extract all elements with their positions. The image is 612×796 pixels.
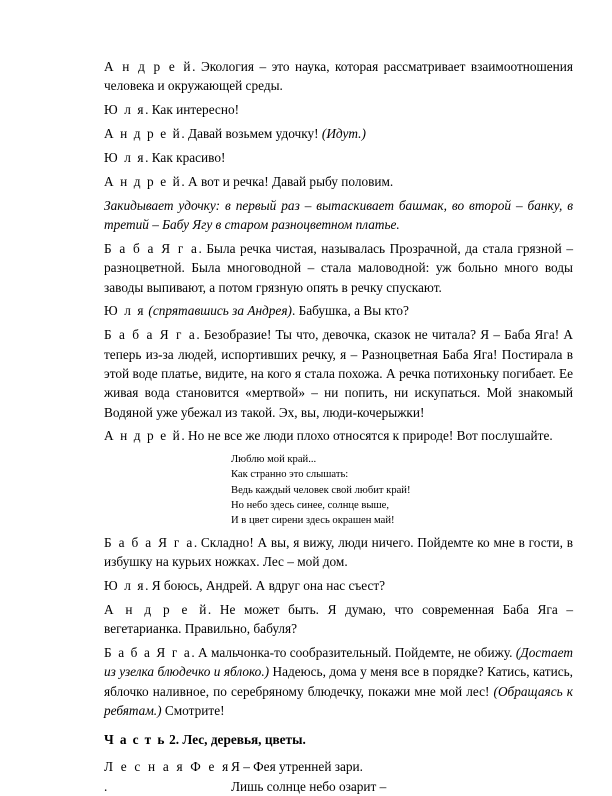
line-andrey-4: А н д р е й. Но не все же люди плохо относятся к природе! Вот послушайте. bbox=[104, 428, 553, 444]
poem-line: Люблю мой край... bbox=[231, 453, 317, 465]
line-baba-1: Б а б а Я г а. Была речка чистая, называлась Прозрачной, да стала грязной – разноцветной. Была многоводной – стала маловодной: уж больно много воды заводы выпивают, а потом грязную опять в речку спускают. bbox=[104, 240, 573, 295]
line-yulia-3: Ю л я (спрятавшись за Андрея). Бабушка, а Вы кто? bbox=[104, 303, 409, 319]
line-yulia-2: Ю л я. Как красиво! bbox=[104, 149, 226, 165]
line-baba-3: Б а б а Я г а. Складно! А вы, я вижу, люди ничего. Пойдемте ко мне в гости, в избушку на курьих ножках. Лес – мой дом. bbox=[104, 534, 573, 570]
fairy-verse bbox=[231, 757, 386, 796]
poem-line: И в цвет сирени здесь окрашен май! bbox=[231, 515, 395, 527]
line-andrey-3: А н д р е й. А вот и речка! Давай рыбу половим. bbox=[104, 173, 394, 189]
line-fairy bbox=[104, 757, 573, 796]
line-yulia-1: Ю л я. Как интересно! bbox=[104, 102, 240, 118]
verse-line: Я – Фея утренней зари. bbox=[231, 759, 364, 775]
section-heading: Ч а с т ь 2. Лес, деревья, цветы. bbox=[104, 732, 306, 748]
poem bbox=[231, 452, 573, 529]
line-andrey-2: А н д р е й. Давай возьмем удочку! (Идут.) bbox=[104, 126, 366, 142]
line-andrey-1: А н д р е й. Экология – это наука, которая рассматривает взаимоотношения человека и окружающей среды. bbox=[104, 59, 574, 94]
line-yulia-4: Ю л я. Я боюсь, Андрей. А вдруг она нас съест? bbox=[104, 577, 386, 593]
line-baba-2: Б а б а Я г а. Безобразие! Ты что, девочка, сказок не читала? Я – Баба Яга! А теперь из-за людей, испортивших речку, я – Разноцветная Баба Яга! Постирала в этой воде платье, видите, на кого я стала похожа. А речка потихоньку погибает. Ее живая вода становится «мертвой» – ни попить, ни искупаться. Мой знакомый Водяной уже убежал из такой. Эх, вы, люди-кочерыжки! bbox=[104, 327, 573, 420]
line-andrey-5: А н д р е й. Не может быть. Я думаю, что современная Баба Яга – вегетарианка. Правильно, бабуля? bbox=[104, 601, 574, 637]
fairy-speaker: Л е с н а я Ф е я . bbox=[104, 759, 231, 794]
poem-line: Как странно это слышать: bbox=[231, 469, 349, 481]
poem-line: Ведь каждый человек свой любит край! bbox=[231, 484, 411, 496]
stage-direction: Закидывает удочку: в первый раз – вытаскивает башмак, во второй – банку, в третий – Бабу Ягу в старом разноцветном платье. bbox=[104, 197, 573, 233]
poem-line: Но небо здесь синее, солнце выше, bbox=[231, 499, 390, 511]
line-baba-4: Б а б а Я г а. А мальчонка-то сообразительный. Пойдемте, не обижу. (Достает из узелка блюдечко и яблоко.) Надеюсь, дома у меня все в порядке? Катись, катись, яблочко наливное, по серебряному блюдечку, покажи мне мой лес! (Обращаясь к ребятам.) Смотрите! bbox=[104, 644, 574, 718]
play-script bbox=[104, 57, 573, 796]
verse-line: Лишь солнце небо озарит – bbox=[231, 778, 387, 794]
